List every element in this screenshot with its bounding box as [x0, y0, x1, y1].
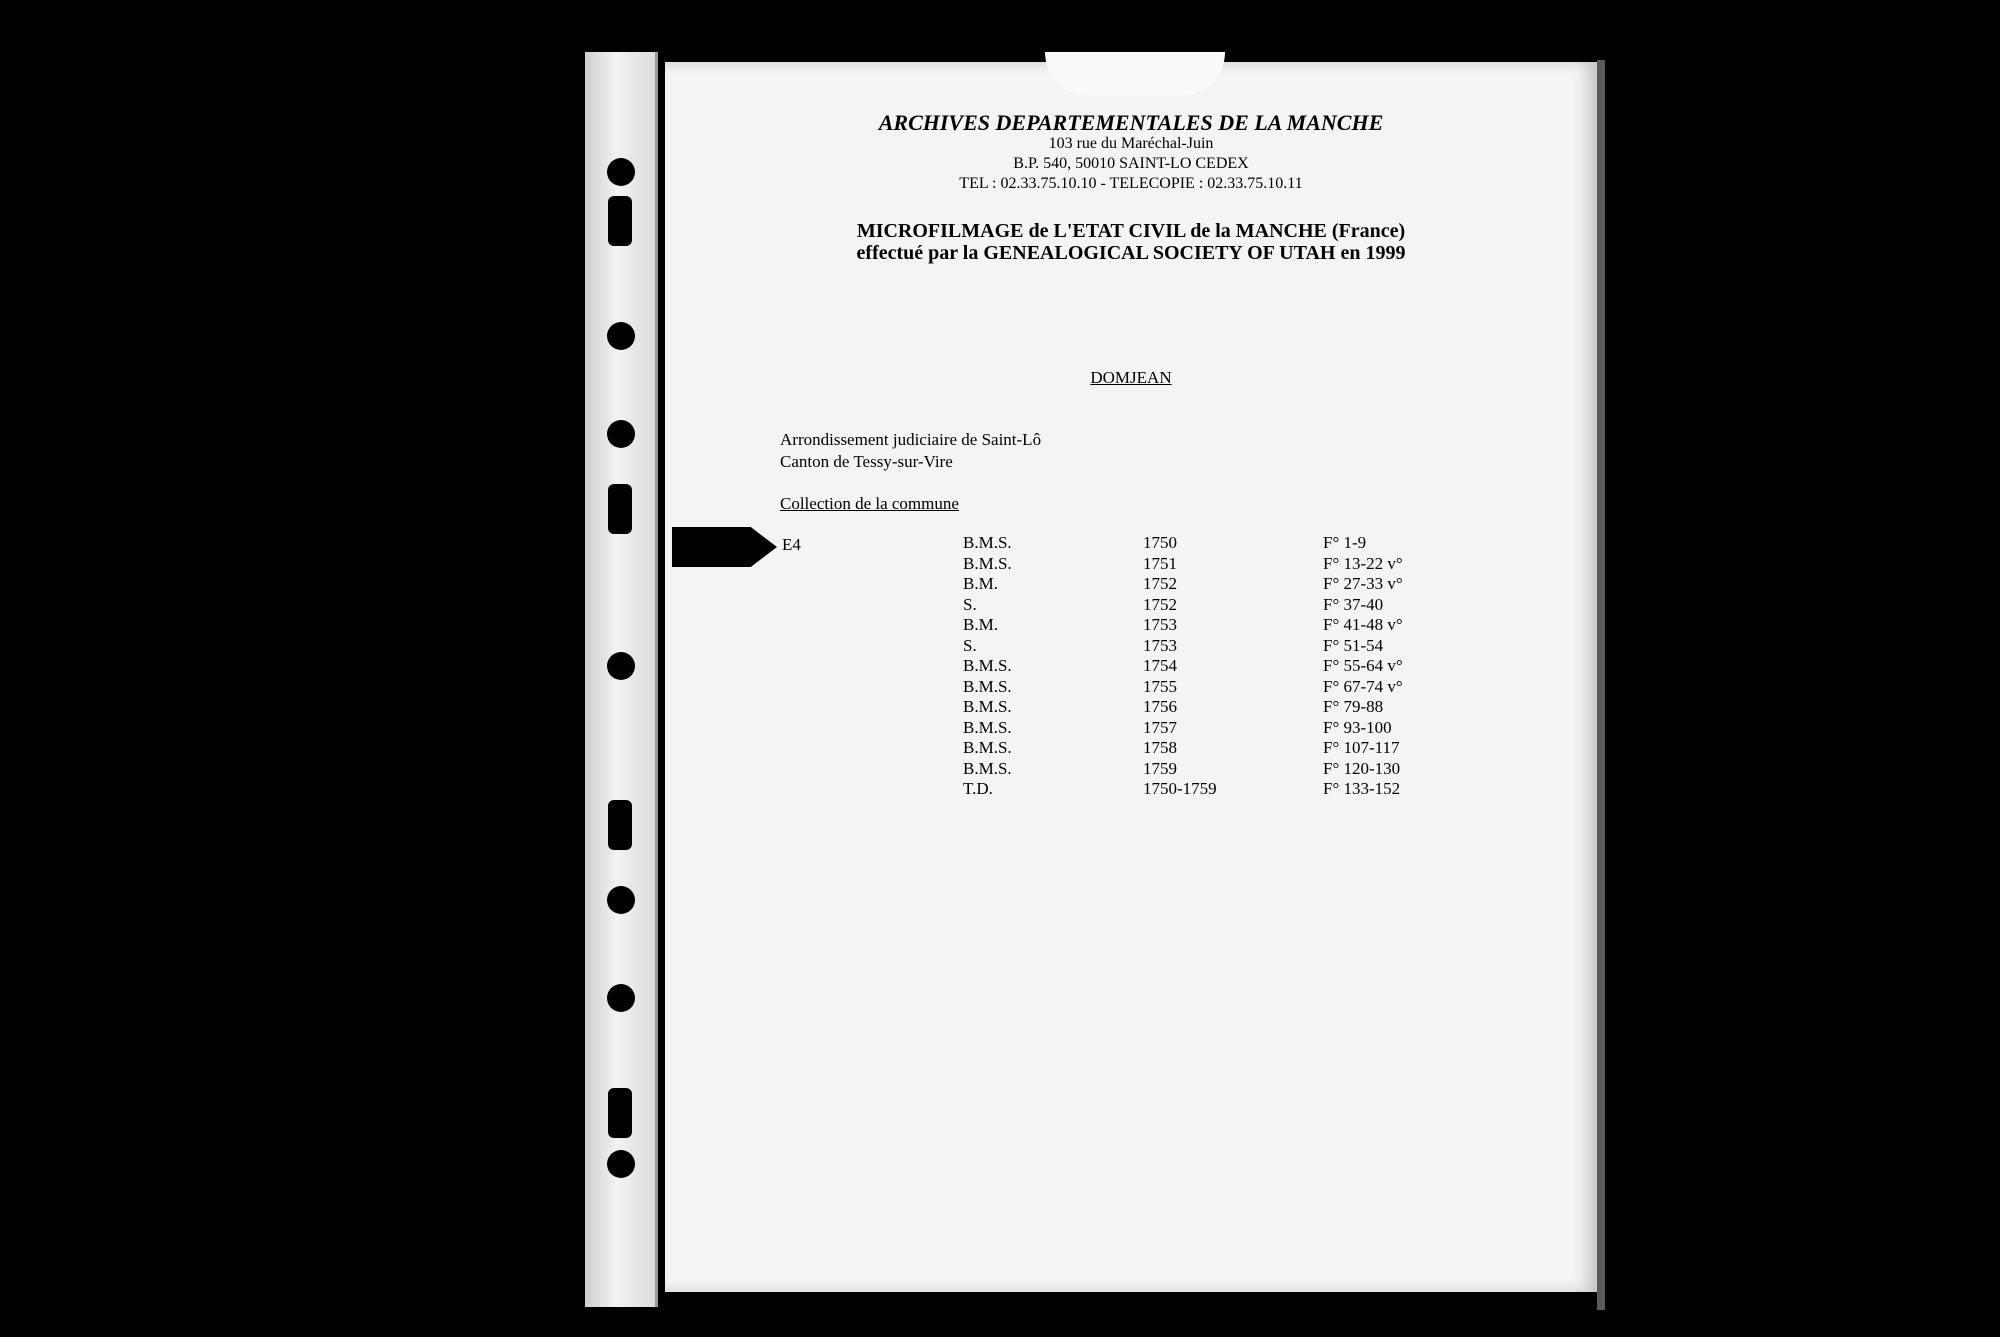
- record-type: B.M.S.: [963, 717, 1012, 737]
- project-title-line-1: MICROFILMAGE de L'ETAT CIVIL de la MANCHE (France): [856, 220, 1406, 242]
- record-year: 1751: [1143, 553, 1177, 573]
- punch-slot: [608, 800, 632, 850]
- record-year: 1758: [1143, 738, 1177, 757]
- record-folio: F° 93-100: [1323, 717, 1392, 737]
- table-row: [963, 574, 1463, 595]
- record-year: 1750-1759: [1143, 779, 1217, 798]
- record-folio: F° 41-48 v°: [1323, 615, 1403, 634]
- record-type: B.M.S.: [963, 697, 1012, 716]
- record-type: B.M.S.: [963, 656, 1012, 675]
- table-row: [963, 615, 1463, 636]
- punch-hole: [607, 886, 635, 914]
- commune-name: DOMJEAN: [1090, 368, 1172, 387]
- table-row: [963, 656, 1463, 677]
- table-row: [963, 759, 1463, 780]
- record-folio: F° 27-33 v°: [1323, 574, 1403, 593]
- table-row: [963, 697, 1463, 718]
- page-tab-notch: [1045, 52, 1225, 96]
- page-edge-shadow: [1597, 60, 1605, 1310]
- record-year: 1752: [1143, 594, 1177, 614]
- record-year: 1754: [1143, 656, 1177, 675]
- register-table: [963, 533, 1463, 800]
- table-row: [963, 533, 1463, 554]
- table-row: [963, 718, 1463, 739]
- arrondissement: Arrondissement judiciaire de Saint-Lô: [780, 430, 1042, 449]
- punch-hole: [607, 158, 635, 186]
- contact-line: TEL : 02.33.75.10.10 - TELECOPIE : 02.33.75.10.11: [959, 175, 1303, 192]
- record-folio: F° 79-88: [1323, 697, 1384, 716]
- record-type: B.M.: [963, 574, 998, 593]
- punch-slot: [608, 196, 632, 246]
- table-row: [963, 595, 1463, 616]
- punch-hole: [607, 652, 635, 680]
- record-year: 1752: [1143, 574, 1177, 593]
- record-year: 1755: [1143, 676, 1177, 696]
- record-type: S.: [963, 594, 977, 614]
- register-code: E4: [782, 535, 801, 554]
- table-row: [963, 554, 1463, 575]
- record-type: S.: [963, 635, 977, 655]
- record-type: B.M.S.: [963, 533, 1012, 552]
- record-year: 1757: [1143, 717, 1177, 737]
- record-year: 1753: [1143, 635, 1177, 655]
- punch-hole: [607, 1150, 635, 1178]
- punch-hole: [607, 984, 635, 1012]
- collection-title: Collection de la commune: [780, 494, 959, 513]
- organization-title: ARCHIVES DEPARTEMENTALES DE LA MANCHE: [878, 110, 1384, 135]
- record-folio: F° 55-64 v°: [1323, 656, 1403, 675]
- record-folio: F° 13-22 v°: [1323, 553, 1403, 573]
- record-folio: F° 133-152: [1323, 779, 1401, 798]
- table-row: [963, 779, 1463, 800]
- punch-slot: [608, 484, 632, 534]
- record-folio: F° 120-130: [1323, 758, 1401, 778]
- canton: Canton de Tessy-sur-Vire: [780, 452, 953, 471]
- record-type: B.M.S.: [963, 553, 1012, 573]
- address-line-2: B.P. 540, 50010 SAINT-LO CEDEX: [1013, 155, 1249, 172]
- record-type: B.M.S.: [963, 738, 1012, 757]
- binder-sleeve-strip: [585, 52, 658, 1307]
- record-folio: F° 107-117: [1323, 738, 1400, 757]
- record-folio: F° 67-74 v°: [1323, 676, 1403, 696]
- record-year: 1753: [1143, 615, 1177, 634]
- table-row: [963, 677, 1463, 698]
- record-type: B.M.S.: [963, 758, 1012, 778]
- record-type: B.M.: [963, 615, 998, 634]
- table-row: [963, 738, 1463, 759]
- record-folio: F° 37-40: [1323, 594, 1384, 614]
- record-folio: F° 51-54: [1323, 635, 1384, 655]
- punch-hole: [607, 322, 635, 350]
- record-year: 1759: [1143, 758, 1177, 778]
- address-line-1: 103 rue du Maréchal-Juin: [1048, 135, 1214, 152]
- table-row: [963, 636, 1463, 657]
- punch-hole: [607, 420, 635, 448]
- record-type: B.M.S.: [963, 676, 1012, 696]
- record-year: 1756: [1143, 697, 1177, 716]
- punch-slot: [608, 1088, 632, 1138]
- project-title-line-2: effectué par la GENEALOGICAL SOCIETY OF UTAH en 1999: [856, 242, 1406, 264]
- record-year: 1750: [1143, 533, 1177, 552]
- record-folio: F° 1-9: [1323, 533, 1367, 552]
- record-type: T.D.: [963, 779, 993, 798]
